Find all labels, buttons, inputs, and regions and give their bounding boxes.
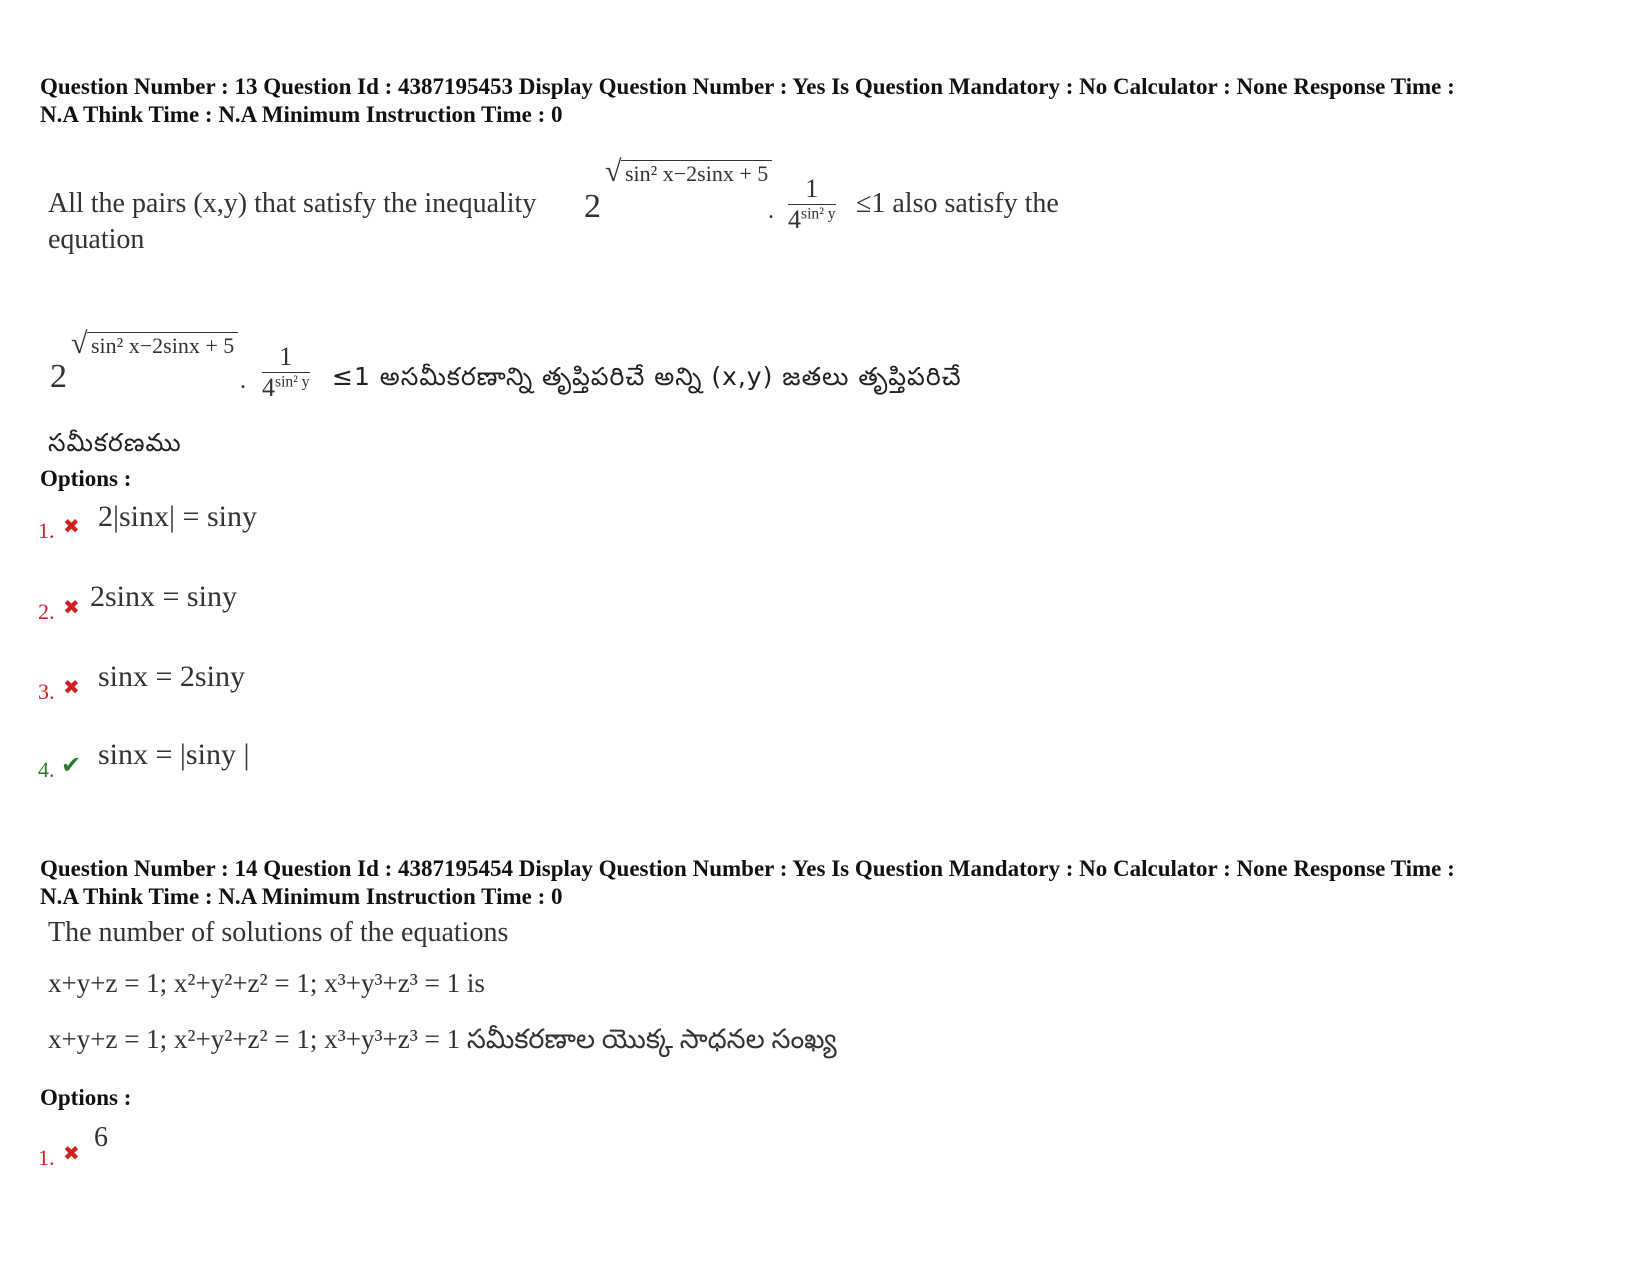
- question-14-meta-line2: N.A Think Time : N.A Minimum Instruction Time : 0: [40, 884, 563, 909]
- frac-num-te: 1: [262, 342, 310, 373]
- option-number: 1.: [38, 1145, 55, 1170]
- question-13-expression-te: [50, 332, 238, 395]
- question-14-meta: [40, 855, 1620, 911]
- stem-te-suffix: ≤1 అసమీకరణాన్ని తృప్తిపరిచే అన్ని (x,y) జతలు తృప్తిపరిచే: [332, 362, 962, 391]
- cross-icon: ✖: [63, 514, 80, 538]
- option-text: sinx = |siny |: [98, 738, 250, 771]
- frac-den-exp: sin² y: [801, 205, 836, 223]
- frac-den-te: 4: [262, 373, 275, 402]
- question-13-fraction-en: [788, 174, 836, 235]
- expr-base: 2: [584, 188, 601, 225]
- option-text: 6: [94, 1122, 108, 1153]
- expr-radicand-te: √ sin² x−2sinx + 5: [87, 332, 238, 359]
- stem-en-line2: equation: [48, 224, 145, 255]
- frac-num: 1: [788, 174, 836, 205]
- question-14-stem-equation-te: x+y+z = 1; x²+y²+z² = 1; x³+y³+z³ = 1 సమీకరణాల యొక్క సాధనల సంఖ్య: [48, 1024, 837, 1054]
- question-13-meta: [40, 73, 1620, 129]
- option-number: 3.: [38, 679, 55, 704]
- question-14-stem-line1: The number of solutions of the equations: [48, 917, 509, 948]
- option-number: 2.: [38, 599, 55, 624]
- question-13-options-label: Options :: [40, 466, 132, 491]
- stem-en-prefix: All the pairs (x,y) that satisfy the inequality: [48, 188, 537, 219]
- option-number: 4.: [38, 757, 55, 782]
- option-text: 2|sinx| = siny: [98, 500, 257, 533]
- question-14-stem-equation-en: x+y+z = 1; x²+y²+z² = 1; x³+y³+z³ = 1 is: [48, 968, 485, 998]
- question-13-stem-en: [48, 188, 536, 220]
- cross-icon: ✖: [63, 675, 80, 699]
- stem-en-suffix: ≤1 also satisfy the: [856, 188, 1059, 219]
- check-icon: ✔: [61, 751, 82, 779]
- question-14-options-label: Options :: [40, 1085, 132, 1110]
- frac-den-exp-te: sin² y: [275, 373, 310, 391]
- cross-icon: ✖: [63, 1141, 80, 1165]
- expr-radicand: √ sin² x−2sinx + 5: [621, 160, 772, 187]
- stem-te-line2: సమీకరణము: [48, 428, 182, 457]
- expr-dot: .: [768, 198, 774, 224]
- option-text: 2sinx = siny: [90, 580, 237, 613]
- question-13-expression-en: [584, 160, 772, 225]
- option-text: sinx = 2siny: [98, 660, 245, 693]
- expr-dot-te: .: [240, 368, 246, 394]
- frac-den: 4: [788, 205, 801, 234]
- cross-icon: ✖: [63, 595, 80, 619]
- expr-base-te: 2: [50, 358, 67, 395]
- option-number: 1.: [38, 518, 55, 543]
- question-13-fraction-te: [262, 342, 310, 403]
- question-14-meta-line1: Question Number : 14 Question Id : 4387195454 Display Question Number : Yes Is Question Mandatory : No Calculator : None Response Time :: [40, 856, 1455, 881]
- question-13-meta-line1: Question Number : 13 Question Id : 4387195453 Display Question Number : Yes Is Question Mandatory : No Calculator : None Response Time :: [40, 74, 1455, 99]
- question-13-meta-line2: N.A Think Time : N.A Minimum Instruction Time : 0: [40, 102, 563, 127]
